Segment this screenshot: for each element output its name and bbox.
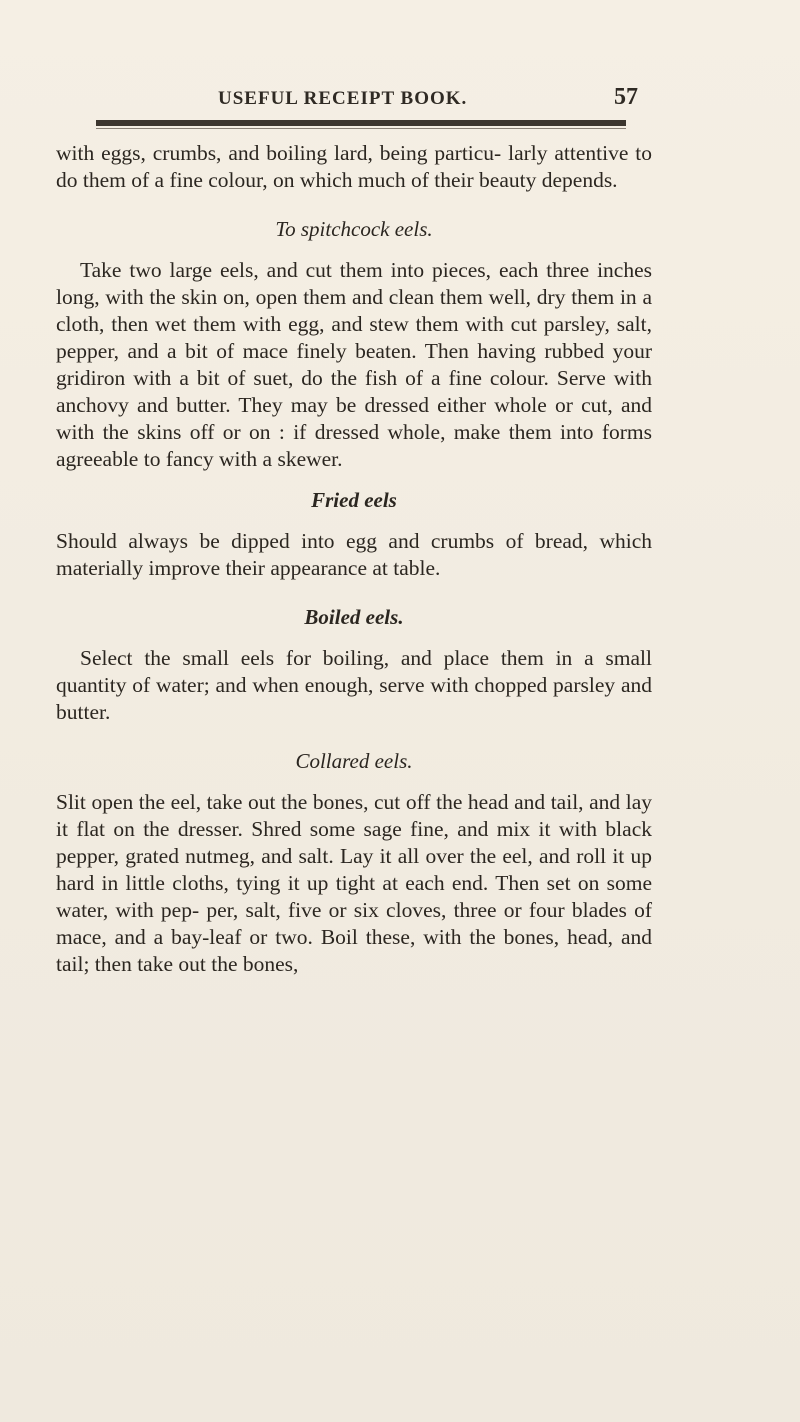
page-number: 57: [614, 84, 638, 110]
page-header: [0, 84, 800, 112]
recipe-heading-boiled-eels: Boiled eels.: [304, 605, 404, 629]
page-body: [56, 140, 652, 978]
running-title: USEFUL RECEIPT BOOK.: [218, 88, 468, 109]
recipe-text-fried-eels: Should always be dipped into egg and crumbs of bread, which materially improve their appearance at table.: [56, 529, 652, 580]
header-rule: [96, 120, 626, 126]
recipe-heading-spitchcock-eels: To spitchcock eels.: [275, 217, 433, 241]
recipe-text-boiled-eels: Select the small eels for boiling, and place them in a small quantity of water; and when enough, serve with chopped parsley and butter.: [56, 646, 652, 724]
header-rule-thin: [96, 128, 626, 129]
recipe-heading-collared-eels: Collared eels.: [295, 749, 413, 773]
recipe-heading-fried-eels: Fried eels: [311, 488, 397, 512]
recipe-text-collared-eels: Slit open the eel, take out the bones, cut off the head and tail, and lay it flat on the dresser. Shred some sage fine, and mix it with black pepper, grated nutmeg, and salt. Lay it all over the eel, and roll it up hard in little cloths, tying it up tight at each end. Then set on some water, with pep- per, salt, five or six cloves, three or four blades of mace, and a bay-leaf or two. Boil these, with the bones, head, and tail; then take out the bones,: [56, 790, 652, 976]
continuation-paragraph: with eggs, crumbs, and boiling lard, being particu- larly attentive to do them of a fine colour, on which much of their beauty depends.: [56, 141, 652, 192]
recipe-text-spitchcock-eels: Take two large eels, and cut them into pieces, each three inches long, with the skin on, open them and clean them well, dry them in a cloth, then wet them with egg, and stew them with cut parsley, salt, pepper, and a bit of mace finely beaten. Then having rubbed your gridiron with a bit of suet, do the fish of a fine colour. Serve with anchovy and butter. They may be dressed either whole or cut, and with the skins off or on : if dressed whole, make them into forms agreeable to fancy with a skewer.: [56, 258, 652, 471]
